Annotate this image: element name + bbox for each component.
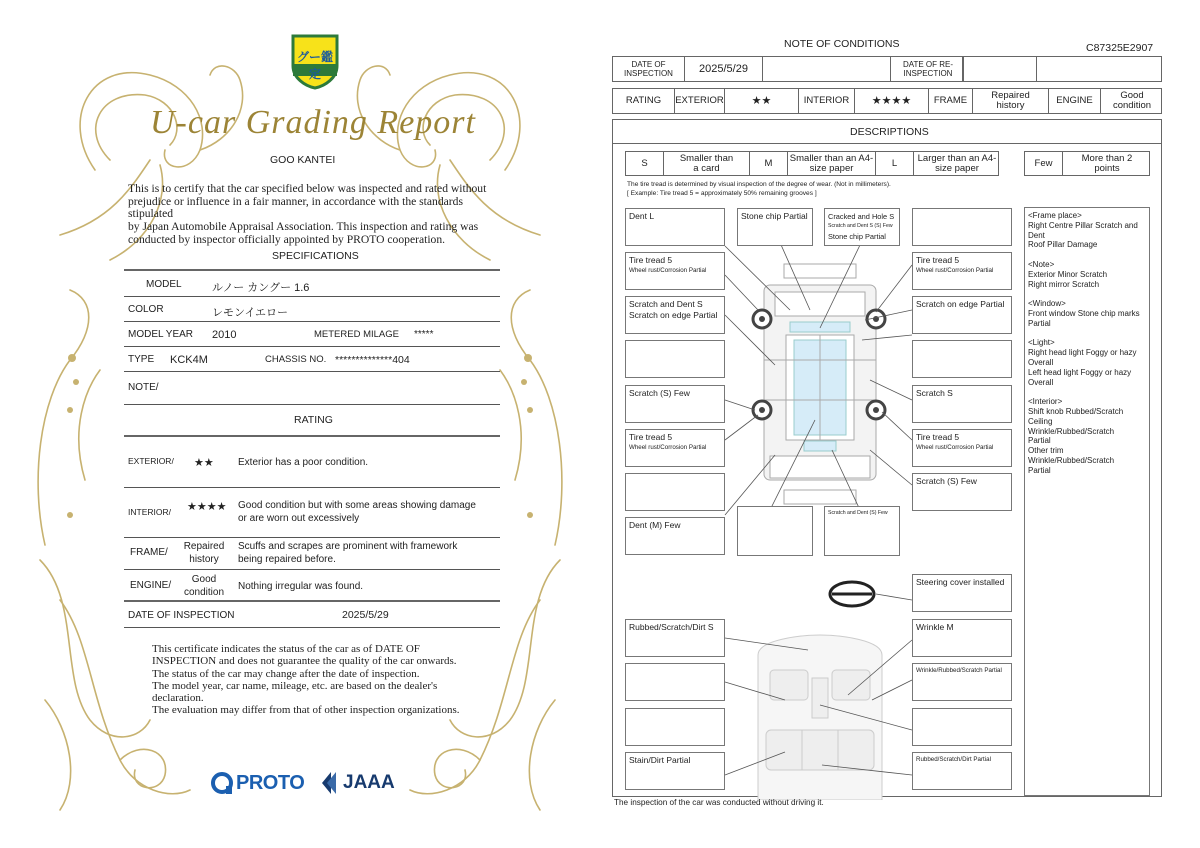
- interior-stars: ★★★★: [187, 501, 227, 513]
- note-text: Scratch (S) Few: [629, 388, 690, 398]
- mileage-label: METERED MILAGE: [314, 329, 399, 340]
- tire-note: [627, 180, 891, 198]
- note-text: Tire tread 5: [629, 432, 673, 442]
- note-text: Dent L: [629, 211, 655, 221]
- engine-label: ENGINE: [1049, 89, 1101, 113]
- interior-label: INTERIOR/: [128, 507, 171, 517]
- goo-kantei-logo: [285, 30, 345, 90]
- legend-l: L: [876, 152, 914, 175]
- note-text: Cracked and Hole S: [828, 212, 895, 221]
- notes-line: Right head light Foggy or hazy: [1028, 348, 1137, 358]
- note-text: Wrinkle M: [916, 622, 954, 632]
- inspection-date-label: DATE OF INSPECTION: [128, 610, 235, 621]
- interior-desc-1: Good condition but with some areas showing damage: [238, 500, 476, 511]
- notes-line: Partial: [1028, 436, 1051, 446]
- model-year-value: 2010: [212, 329, 237, 341]
- note-box: [912, 385, 1012, 423]
- logo-text: グー鑑定: [296, 50, 333, 81]
- interior-desc-2: or are worn out excessively: [238, 513, 360, 524]
- proto-mark-icon: [210, 771, 234, 795]
- model-label: MODEL: [146, 279, 182, 290]
- note-text: Stain/Dirt Partial: [629, 755, 691, 765]
- notes-line: Overall: [1028, 357, 1054, 367]
- note-box: [625, 517, 725, 555]
- note-box: [912, 340, 1012, 378]
- model-year-label: MODEL YEAR: [128, 329, 194, 340]
- chassis-label: CHASSIS NO.: [265, 354, 327, 365]
- engine-label: ENGINE/: [130, 580, 172, 591]
- certificate-footer: [152, 643, 532, 717]
- notes-line: Partial: [1028, 318, 1051, 328]
- note-text: Tire tread 5: [916, 432, 960, 442]
- notes-line: Ceiling: [1028, 416, 1053, 426]
- note-box: [912, 429, 1012, 467]
- color-label: COLOR: [128, 304, 164, 315]
- notes-line: [1028, 289, 1146, 299]
- notes-line: Wrinkle/Rubbed/Scratch: [1028, 455, 1115, 465]
- note-of-conditions: [600, 0, 1200, 848]
- note-text: Wheel rust/Corrosion Partial: [629, 267, 707, 274]
- type-label: TYPE: [128, 354, 155, 365]
- engine-value-2: condition: [183, 587, 225, 598]
- note-text: Tire tread 5: [916, 255, 960, 265]
- rating-heading: RATING: [294, 414, 333, 426]
- note-text: Scratch and Dent S: [629, 299, 703, 309]
- notes-line: Shift knob Rubbed/Scratch: [1028, 406, 1124, 416]
- rating-label: RATING: [613, 89, 675, 113]
- note-box: [912, 473, 1012, 511]
- report-title: U-car Grading Report: [150, 104, 476, 141]
- note-text: Scratch S: [916, 388, 953, 398]
- note-text: Steering cover installed: [916, 577, 1005, 587]
- frame-value-1: Repaired: [183, 541, 225, 552]
- note-text: Wheel rust/Corrosion Partial: [916, 267, 994, 274]
- notes-line: Right mirror Scratch: [1028, 279, 1100, 289]
- note-box: [625, 252, 725, 290]
- date-row: [612, 56, 1162, 82]
- note-box: [625, 619, 725, 657]
- note-text: Rubbed/Scratch/Dirt S: [629, 622, 714, 632]
- notes-line: Front window Stone chip marks: [1028, 308, 1140, 318]
- footer-line: declaration.: [152, 692, 204, 705]
- size-legend: [625, 151, 999, 176]
- note-box: [912, 252, 1012, 290]
- exterior-label: EXTERIOR/: [128, 456, 174, 466]
- date-label: DATE OF INSPECTION: [613, 57, 685, 81]
- report-code: C87325E2907: [1086, 42, 1154, 54]
- notes-line: Partial: [1028, 465, 1051, 475]
- note-text: Rubbed/Scratch/Dirt Partial: [916, 756, 991, 763]
- model-value: ルノー カングー 1.6: [212, 282, 310, 294]
- type-value: KCK4M: [170, 354, 208, 366]
- note-text: Dent (M) Few: [629, 520, 681, 530]
- exterior-label: EXTERIOR: [675, 89, 725, 113]
- date-value: 2025/5/29: [685, 57, 763, 81]
- note-text: Wrinkle/Rubbed/Scratch Partial: [916, 667, 1002, 674]
- note-box: [625, 663, 725, 701]
- notes-line: Dent: [1028, 230, 1045, 240]
- exterior-desc: Exterior has a poor condition.: [238, 457, 369, 468]
- jaaa-logo: [318, 770, 395, 796]
- note-label: NOTE/: [128, 382, 159, 393]
- note-box: [912, 296, 1012, 334]
- descriptions-heading: DESCRIPTIONS: [850, 126, 929, 138]
- legend-l-desc: Larger than an A4-size paper: [917, 152, 997, 174]
- note-text: Stone chip Partial: [741, 211, 808, 221]
- proto-text: PROTO: [236, 771, 305, 794]
- note-text: Scratch and Dent S (S) Few: [828, 223, 893, 229]
- note-box: [824, 208, 900, 246]
- note-box: [912, 619, 1012, 657]
- note-box: [912, 708, 1012, 746]
- notes-line: Wrinkle/Rubbed/Scratch: [1028, 426, 1115, 436]
- intro-line: by Japan Automobile Appraisal Association. This inspection and rating was: [128, 220, 479, 234]
- interior-label: INTERIOR: [799, 89, 855, 113]
- certificate-intro: [128, 183, 508, 247]
- specifications-heading: SPECIFICATIONS: [272, 250, 359, 262]
- note-text: Tire tread 5: [629, 255, 673, 265]
- note-text: Scratch on edge Partial: [916, 299, 1005, 309]
- notes-line: <Interior>: [1028, 397, 1063, 407]
- intro-line: conducted by inspector officially appointed by PROTO cooperation.: [128, 232, 446, 246]
- footer-line: The status of the car may change after the date of inspection.: [152, 667, 420, 680]
- conditions-footer: The inspection of the car was conducted without driving it.: [614, 798, 824, 807]
- jaaa-text: JAAA: [343, 772, 395, 793]
- notes-line: [1028, 387, 1146, 397]
- notes-line: Right Centre Pillar Scratch and: [1028, 220, 1138, 230]
- note-box: [737, 208, 813, 246]
- frame-value: Repaired history: [973, 89, 1049, 113]
- footer-line: The model year, car name, mileage, etc. are based on the dealer's: [152, 679, 438, 692]
- exterior-stars: ★★: [725, 89, 799, 113]
- note-box: [912, 574, 1012, 612]
- note-box: [737, 506, 813, 556]
- note-box: [625, 340, 725, 378]
- jaaa-mark-icon: [318, 770, 340, 796]
- footer-line: This certificate indicates the status of the car as of DATE OF: [152, 643, 420, 655]
- reinspection-label: DATE OF RE-INSPECTION: [902, 60, 954, 78]
- rating-row: [612, 88, 1162, 114]
- note-box: [824, 506, 900, 556]
- notes-line: <Frame place>: [1028, 211, 1082, 220]
- engine-value: Good condition: [1112, 90, 1152, 111]
- intro-line: prejudice or influence in a fair manner, in accordance with the standards stipulated: [128, 194, 463, 221]
- mileage-value: *****: [414, 329, 434, 340]
- notes-line: <Note>: [1028, 259, 1055, 269]
- frame-desc-2: being repaired before.: [238, 554, 336, 565]
- note-text: Stone chip Partial: [828, 232, 886, 241]
- note-box: [625, 296, 725, 334]
- frame-label: FRAME/: [130, 547, 168, 558]
- note-text: Scratch and Dent (S) Few: [828, 510, 888, 516]
- notes-line: <Light>: [1028, 338, 1055, 348]
- note-box: [625, 708, 725, 746]
- legend-few-desc: More than 2 points: [1081, 152, 1133, 174]
- note-box: [625, 752, 725, 790]
- legend-s: S: [626, 152, 664, 175]
- tire-note-line: The tire tread is determined by visual inspection of the degree of wear. (Not in millimeters).: [627, 181, 891, 188]
- proto-logo: [210, 770, 304, 796]
- tire-note-line: [ Example: Tire tread 5 = approximately 50% remaining grooves ]: [627, 190, 817, 197]
- frame-label: FRAME: [929, 89, 973, 113]
- frame-desc-1: Scuffs and scrapes are prominent with framework: [238, 541, 458, 552]
- footer-line: INSPECTION and does not guarantee the quality of the car onwards.: [152, 655, 457, 668]
- note-text: Scratch (S) Few: [916, 476, 977, 486]
- legend-m-desc: Smaller than an A4-size paper: [788, 152, 876, 175]
- report-subtitle: GOO KANTEI: [270, 154, 336, 166]
- footer-line: The evaluation may differ from that of other inspection organizations.: [152, 704, 460, 717]
- note-text: Wheel rust/Corrosion Partial: [629, 444, 707, 451]
- note-box: [912, 208, 1012, 246]
- legend-s-desc: Smaller than a card: [664, 152, 750, 175]
- conditions-title: NOTE OF CONDITIONS: [784, 38, 900, 50]
- notes-line: <Window>: [1028, 299, 1066, 309]
- note-box: [625, 208, 725, 246]
- legend-few: Few: [1025, 152, 1063, 175]
- interior-stars: ★★★★: [855, 89, 929, 113]
- note-box: [912, 752, 1012, 790]
- chassis-value: **************404: [335, 354, 410, 366]
- color-value: レモンイエロー: [212, 307, 289, 319]
- notes-line: Exterior Minor Scratch: [1028, 269, 1108, 279]
- legend-m: M: [750, 152, 788, 175]
- note-box: [625, 385, 725, 423]
- frame-value-2: history: [189, 554, 219, 565]
- inspection-date-value: 2025/5/29: [342, 609, 389, 621]
- notes-line: Left head light Foggy or hazy: [1028, 367, 1132, 377]
- engine-value-1: Good: [191, 574, 217, 585]
- engine-desc: Nothing irregular was found.: [238, 581, 364, 592]
- notes-line: [1028, 250, 1146, 260]
- note-box: [625, 429, 725, 467]
- notes-column: [1024, 207, 1150, 796]
- note-text: Scratch on edge Partial: [629, 310, 718, 320]
- exterior-stars: ★★: [194, 457, 214, 469]
- note-text: Wheel rust/Corrosion Partial: [916, 444, 994, 451]
- notes-line: Roof Pillar Damage: [1028, 240, 1098, 250]
- note-box: [625, 473, 725, 511]
- intro-line: This is to certify that the car specified below was inspected and rated without: [128, 182, 487, 195]
- note-box: [912, 663, 1012, 701]
- few-legend: [1024, 151, 1150, 176]
- notes-line: Overall: [1028, 377, 1054, 387]
- notes-line: Other trim: [1028, 446, 1064, 456]
- notes-line: [1028, 329, 1146, 339]
